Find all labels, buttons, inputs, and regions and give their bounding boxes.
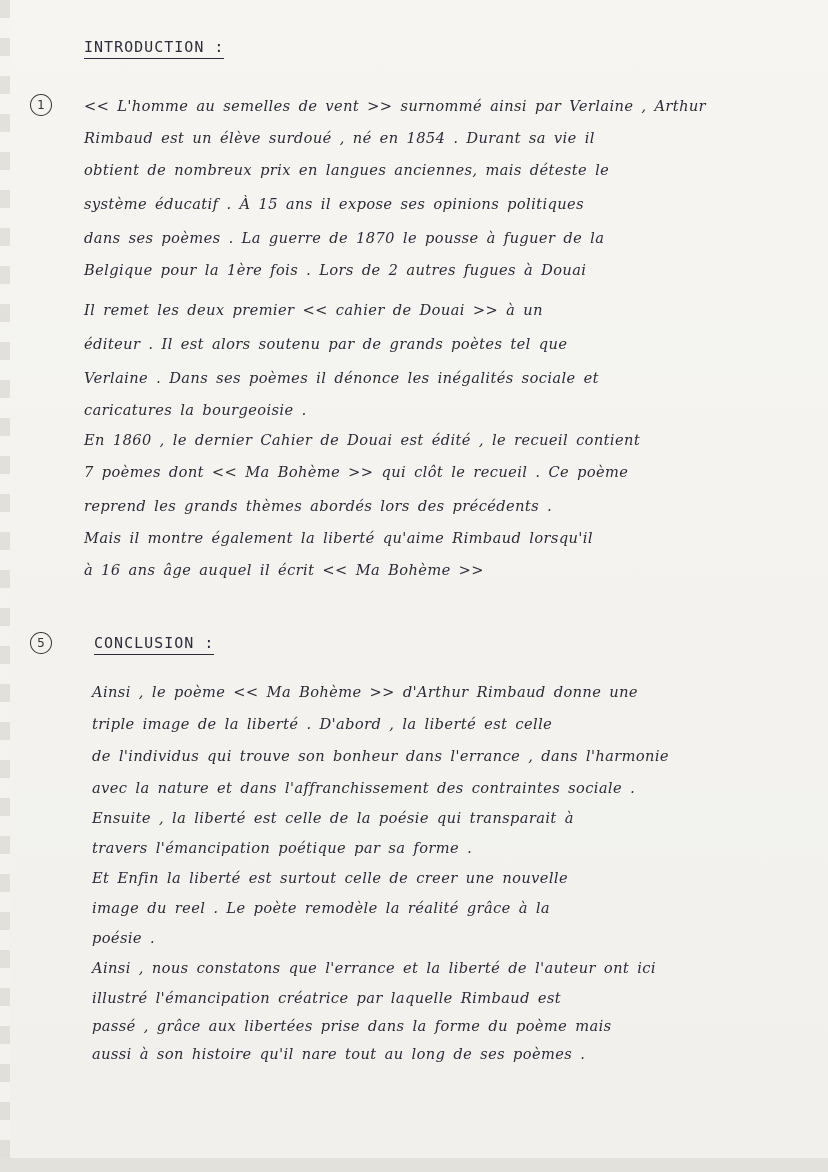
conclusion-line: avec la nature et dans l'affranchissement des contraintes sociale . — [92, 780, 636, 797]
intro-heading: INTRODUCTION : — [84, 38, 224, 59]
conclusion-line: de l'individus qui trouve son bonheur dans l'errance , dans l'harmonie — [92, 748, 669, 765]
intro-line: Rimbaud est un élève surdoué , né en 1854 . Durant sa vie il — [84, 130, 595, 147]
intro-line: << L'homme au semelles de vent >> surnommé ainsi par Verlaine , Arthur — [84, 98, 707, 115]
conclusion-section-number: 5 — [30, 632, 52, 654]
intro-line: reprend les grands thèmes abordés lors des précédents . — [84, 498, 553, 515]
intro-line: Belgique pour la 1ère fois . Lors de 2 autres fugues à Douai — [84, 262, 587, 279]
intro-line: obtient de nombreux prix en langues anciennes, mais déteste le — [84, 162, 610, 179]
conclusion-heading: CONCLUSION : — [94, 634, 214, 655]
conclusion-line: Ainsi , nous constatons que l'errance et la liberté de l'auteur ont ici — [92, 960, 656, 977]
conclusion-line: Et Enfin la liberté est surtout celle de creer une nouvelle — [92, 870, 568, 887]
intro-line: Mais il montre également la liberté qu'aime Rimbaud lorsqu'il — [84, 530, 593, 547]
intro-line: à 16 ans âge auquel il écrit << Ma Bohème >> — [84, 562, 484, 579]
conclusion-line: image du reel . Le poète remodèle la réalité grâce à la — [92, 900, 551, 917]
conclusion-line: passé , grâce aux libertées prise dans la forme du poème mais — [92, 1018, 612, 1035]
spiral-binding-edge — [0, 0, 10, 1172]
intro-line: Verlaine . Dans ses poèmes il dénonce les inégalités sociale et — [84, 370, 599, 387]
intro-line: caricatures la bourgeoisie . — [84, 402, 307, 419]
conclusion-line: triple image de la liberté . D'abord , la liberté est celle — [92, 716, 553, 733]
intro-line: En 1860 , le dernier Cahier de Douai est édité , le recueil contient — [84, 432, 641, 449]
conclusion-line: Ainsi , le poème << Ma Bohème >> d'Arthur Rimbaud donne une — [92, 684, 638, 701]
conclusion-line: aussi à son histoire qu'il nare tout au long de ses poèmes . — [92, 1046, 586, 1063]
intro-line: 7 poèmes dont << Ma Bohème >> qui clôt le recueil . Ce poème — [84, 464, 629, 481]
intro-line: dans ses poèmes . La guerre de 1870 le pousse à fuguer de la — [84, 230, 605, 247]
intro-line: système éducatif . À 15 ans il expose ses opinions politiques — [84, 196, 584, 213]
intro-line: éditeur . Il est alors soutenu par de grands poètes tel que — [84, 336, 568, 353]
page-bottom-edge — [0, 1158, 828, 1172]
conclusion-line: illustré l'émancipation créatrice par laquelle Rimbaud est — [92, 990, 562, 1007]
conclusion-line: Ensuite , la liberté est celle de la poésie qui transparait à — [92, 810, 574, 827]
conclusion-line: poésie . — [92, 930, 156, 947]
intro-section-number: 1 — [30, 94, 52, 116]
conclusion-line: travers l'émancipation poétique par sa forme . — [92, 840, 473, 857]
intro-line: Il remet les deux premier << cahier de Douai >> à un — [84, 302, 543, 319]
